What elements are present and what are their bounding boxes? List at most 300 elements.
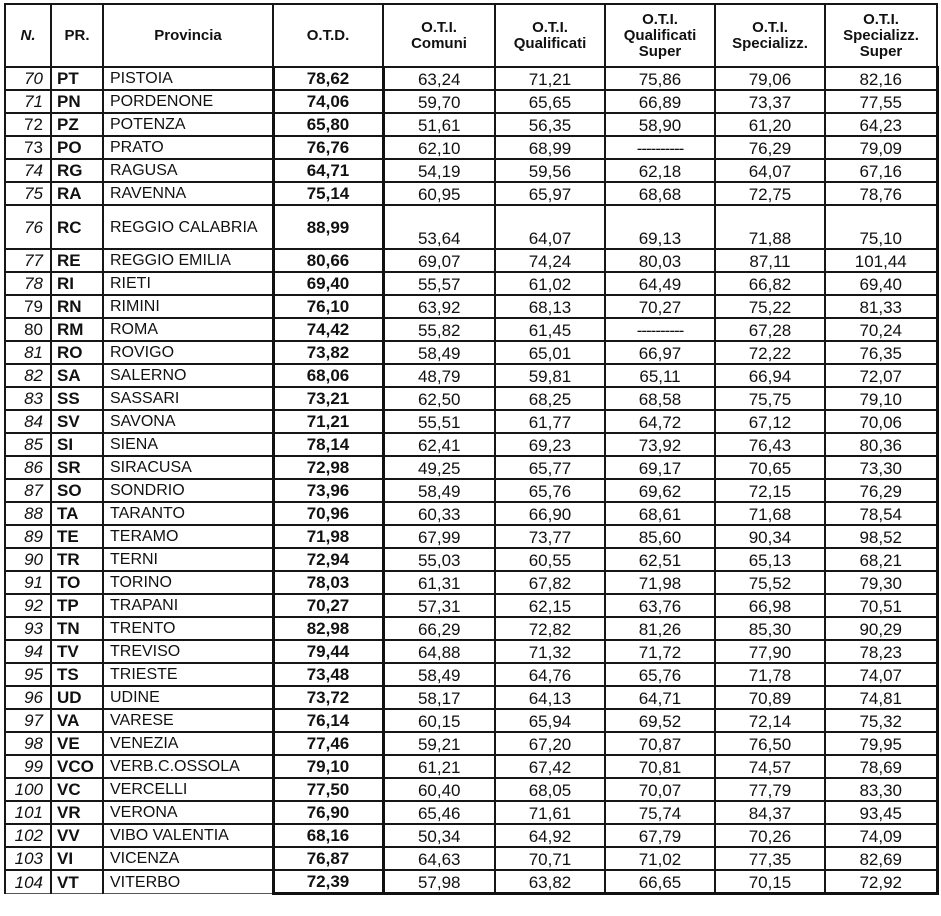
oti-qualificati-super-value: 68,68 [605,182,715,205]
oti-comuni-value: 57,31 [383,594,495,617]
oti-specializz-value: 72,22 [715,341,825,364]
province-code: SA [51,364,103,387]
province-name: RAVENNA [103,182,273,205]
oti-qualificati-value: 71,32 [495,640,605,663]
province-name: VERCELLI [103,778,273,801]
oti-specializz-value: 79,06 [715,67,825,90]
oti-specializz-super-value: 68,21 [825,548,937,571]
otd-value: 68,06 [273,364,383,387]
oti-comuni-value: 55,57 [383,272,495,295]
row-number: 103 [5,847,51,870]
oti-qualificati-value: 70,71 [495,847,605,870]
oti-specializz-super-value: 83,30 [825,778,937,801]
oti-specializz-value: 71,78 [715,663,825,686]
oti-specializz-super-value: 82,69 [825,847,937,870]
otd-value: 70,27 [273,594,383,617]
oti-qualificati-super-value: 66,97 [605,341,715,364]
oti-specializz-value: 65,13 [715,548,825,571]
table-row [5,594,937,617]
table-row [5,249,937,272]
oti-comuni-value: 55,51 [383,410,495,433]
oti-qualificati-value: 64,76 [495,663,605,686]
oti-specializz-super-value: 82,16 [825,67,937,90]
oti-comuni-value: 53,64 [383,205,495,249]
otd-value: 68,16 [273,824,383,847]
province-code: TP [51,594,103,617]
row-number: 92 [5,594,51,617]
row-number: 104 [5,870,51,894]
oti-qualificati-value: 73,77 [495,525,605,548]
oti-comuni-value: 67,99 [383,525,495,548]
province-code: RI [51,272,103,295]
oti-specializz-value: 70,15 [715,870,825,894]
row-number: 85 [5,433,51,456]
row-number: 98 [5,732,51,755]
table-header [5,4,937,67]
oti-qualificati-super-value: 63,76 [605,594,715,617]
oti-specializz-value: 84,37 [715,801,825,824]
oti-qualificati-super-value: 62,51 [605,548,715,571]
oti-qualificati-super-value: 67,79 [605,824,715,847]
oti-qualificati-super-value: ---------- [605,318,715,341]
header-oti-comuni [383,4,495,67]
header-line: O.T.I. [642,10,678,28]
row-number: 84 [5,410,51,433]
otd-value: 76,14 [273,709,383,732]
province-name: TERNI [103,548,273,571]
oti-specializz-value: 75,52 [715,571,825,594]
table-row [5,801,937,824]
province-code: RM [51,318,103,341]
province-name: SASSARI [103,387,273,410]
province-code: UD [51,686,103,709]
table-row [5,113,937,136]
oti-specializz-value: 61,20 [715,113,825,136]
otd-value: 70,96 [273,502,383,525]
province-name: PISTOIA [103,67,273,90]
province-wage-table [4,3,939,895]
row-number: 70 [5,67,51,90]
oti-specializz-value: 76,29 [715,136,825,159]
oti-qualificati-value: 68,05 [495,778,605,801]
header-line: Qualificati [623,26,697,44]
table-row [5,686,937,709]
oti-comuni-value: 60,15 [383,709,495,732]
oti-specializz-value: 77,79 [715,778,825,801]
table-row [5,663,937,686]
oti-specializz-super-value: 79,30 [825,571,937,594]
oti-qualificati-value: 61,45 [495,318,605,341]
province-name: ROMA [103,318,273,341]
otd-value: 71,21 [273,410,383,433]
oti-specializz-super-value: 80,36 [825,433,937,456]
oti-specializz-value: 70,65 [715,456,825,479]
oti-comuni-value: 62,10 [383,136,495,159]
oti-specializz-super-value: 101,44 [825,249,937,272]
table-row [5,387,937,410]
table-row [5,502,937,525]
oti-specializz-value: 74,57 [715,755,825,778]
oti-qualificati-value: 65,65 [495,90,605,113]
oti-qualificati-super-value: 64,71 [605,686,715,709]
oti-specializz-super-value: 81,33 [825,295,937,318]
oti-comuni-value: 55,82 [383,318,495,341]
province-name: RIETI [103,272,273,295]
province-code: RA [51,182,103,205]
otd-value: 73,48 [273,663,383,686]
otd-value: 78,62 [273,67,383,90]
otd-value: 79,44 [273,640,383,663]
oti-specializz-value: 75,22 [715,295,825,318]
otd-value: 78,03 [273,571,383,594]
province-code: VA [51,709,103,732]
header-line: O.T.I. [863,10,899,28]
header-line: Specializz. [732,34,808,52]
table-row [5,456,937,479]
table-row [5,571,937,594]
province-code: TN [51,617,103,640]
province-name: VERB.C.OSSOLA [103,755,273,778]
oti-specializz-super-value: 75,32 [825,709,937,732]
table-row [5,159,937,182]
oti-qualificati-value: 66,90 [495,502,605,525]
oti-qualificati-super-value: 69,52 [605,709,715,732]
province-code: VR [51,801,103,824]
oti-specializz-super-value: 64,23 [825,113,937,136]
oti-qualificati-value: 71,61 [495,801,605,824]
header-oti-qualificati [495,4,605,67]
oti-specializz-super-value: 67,16 [825,159,937,182]
oti-specializz-value: 70,89 [715,686,825,709]
oti-qualificati-value: 56,35 [495,113,605,136]
otd-value: 69,40 [273,272,383,295]
oti-specializz-value: 66,98 [715,594,825,617]
oti-qualificati-super-value: 69,17 [605,456,715,479]
otd-value: 78,14 [273,433,383,456]
oti-comuni-value: 57,98 [383,870,495,894]
oti-comuni-value: 54,19 [383,159,495,182]
province-code: RC [51,205,103,249]
otd-value: 82,98 [273,617,383,640]
otd-value: 79,10 [273,755,383,778]
header-otd: O.T.D. [273,4,383,67]
otd-value: 72,94 [273,548,383,571]
oti-specializz-value: 71,68 [715,502,825,525]
oti-specializz-super-value: 73,30 [825,456,937,479]
table-row [5,824,937,847]
header-oti-qualificati-super [605,4,715,67]
oti-qualificati-value: 65,77 [495,456,605,479]
oti-qualificati-value: 68,13 [495,295,605,318]
table-row [5,272,937,295]
province-code: TA [51,502,103,525]
oti-qualificati-value: 63,82 [495,870,605,894]
otd-value: 80,66 [273,249,383,272]
oti-specializz-super-value: 98,52 [825,525,937,548]
province-code: SV [51,410,103,433]
otd-value: 72,39 [273,870,383,894]
oti-qualificati-super-value: 58,90 [605,113,715,136]
province-code: SO [51,479,103,502]
otd-value: 64,71 [273,159,383,182]
oti-comuni-value: 48,79 [383,364,495,387]
table-row [5,433,937,456]
oti-qualificati-value: 61,77 [495,410,605,433]
oti-specializz-super-value: 70,51 [825,594,937,617]
oti-specializz-super-value: 79,10 [825,387,937,410]
oti-qualificati-value: 65,76 [495,479,605,502]
province-code: SI [51,433,103,456]
oti-specializz-value: 77,35 [715,847,825,870]
table-row [5,364,937,387]
oti-qualificati-super-value: 69,13 [605,205,715,249]
oti-qualificati-super-value: 70,27 [605,295,715,318]
row-number: 73 [5,136,51,159]
row-number: 102 [5,824,51,847]
row-number: 76 [5,205,51,249]
oti-comuni-value: 61,31 [383,571,495,594]
oti-qualificati-value: 67,42 [495,755,605,778]
oti-comuni-value: 62,41 [383,433,495,456]
table-row [5,755,937,778]
oti-specializz-value: 75,75 [715,387,825,410]
table-row [5,479,937,502]
table-row [5,318,937,341]
oti-comuni-value: 66,29 [383,617,495,640]
row-number: 97 [5,709,51,732]
row-number: 99 [5,755,51,778]
oti-comuni-value: 55,03 [383,548,495,571]
oti-specializz-super-value: 78,54 [825,502,937,525]
province-name: SIRACUSA [103,456,273,479]
province-code: VT [51,870,103,894]
oti-qualificati-value: 64,07 [495,205,605,249]
oti-qualificati-value: 64,92 [495,824,605,847]
header-line: O.T.I. [752,18,788,36]
province-code: RN [51,295,103,318]
salary-table-container [4,3,939,895]
province-code: PZ [51,113,103,136]
province-code: SR [51,456,103,479]
oti-qualificati-value: 60,55 [495,548,605,571]
row-number: 80 [5,318,51,341]
oti-qualificati-super-value: ---------- [605,136,715,159]
oti-qualificati-super-value: 69,62 [605,479,715,502]
province-name: ROVIGO [103,341,273,364]
oti-comuni-value: 59,70 [383,90,495,113]
oti-qualificati-value: 71,21 [495,67,605,90]
oti-qualificati-value: 65,94 [495,709,605,732]
row-number: 89 [5,525,51,548]
row-number: 82 [5,364,51,387]
province-name: SALERNO [103,364,273,387]
otd-value: 74,42 [273,318,383,341]
otd-value: 77,46 [273,732,383,755]
table-row [5,341,937,364]
oti-comuni-value: 58,49 [383,341,495,364]
oti-qualificati-super-value: 75,86 [605,67,715,90]
row-number: 88 [5,502,51,525]
oti-specializz-value: 76,50 [715,732,825,755]
oti-comuni-value: 62,50 [383,387,495,410]
otd-value: 76,87 [273,847,383,870]
oti-specializz-super-value: 78,76 [825,182,937,205]
oti-comuni-value: 61,21 [383,755,495,778]
table-row [5,410,937,433]
oti-qualificati-value: 59,81 [495,364,605,387]
oti-specializz-super-value: 78,23 [825,640,937,663]
header-line: O.T.I. [421,18,457,36]
province-name: TRAPANI [103,594,273,617]
table-row [5,548,937,571]
oti-comuni-value: 63,92 [383,295,495,318]
oti-comuni-value: 64,63 [383,847,495,870]
oti-specializz-super-value: 79,95 [825,732,937,755]
otd-value: 75,14 [273,182,383,205]
oti-qualificati-super-value: 80,03 [605,249,715,272]
oti-specializz-super-value: 74,09 [825,824,937,847]
table-row [5,205,937,249]
oti-qualificati-super-value: 64,49 [605,272,715,295]
oti-qualificati-super-value: 70,81 [605,755,715,778]
row-number: 90 [5,548,51,571]
oti-qualificati-super-value: 62,18 [605,159,715,182]
table-row [5,67,937,90]
otd-value: 73,82 [273,341,383,364]
oti-qualificati-super-value: 71,98 [605,571,715,594]
province-name: POTENZA [103,113,273,136]
province-name: PORDENONE [103,90,273,113]
oti-qualificati-super-value: 75,74 [605,801,715,824]
oti-comuni-value: 49,25 [383,456,495,479]
table-row [5,870,937,894]
row-number: 93 [5,617,51,640]
header-line: Super [859,42,903,60]
province-name: RIMINI [103,295,273,318]
header-line: Specializz. [843,26,919,44]
oti-comuni-value: 51,61 [383,113,495,136]
oti-specializz-super-value: 77,55 [825,90,937,113]
table-row [5,617,937,640]
oti-specializz-value: 73,37 [715,90,825,113]
province-name: TRENTO [103,617,273,640]
oti-qualificati-value: 67,82 [495,571,605,594]
province-name: REGGIO EMILIA [103,249,273,272]
province-code: PO [51,136,103,159]
oti-comuni-value: 60,95 [383,182,495,205]
province-name: TRIESTE [103,663,273,686]
oti-specializz-super-value: 93,45 [825,801,937,824]
header-line: Super [638,42,682,60]
table-row [5,90,937,113]
table-row [5,778,937,801]
otd-value: 76,10 [273,295,383,318]
oti-specializz-value: 87,11 [715,249,825,272]
oti-specializz-super-value: 79,09 [825,136,937,159]
otd-value: 76,90 [273,801,383,824]
province-name: REGGIO CALABRIA [103,205,273,249]
oti-qualificati-super-value: 81,26 [605,617,715,640]
oti-specializz-super-value: 70,24 [825,318,937,341]
oti-comuni-value: 65,46 [383,801,495,824]
oti-qualificati-super-value: 68,61 [605,502,715,525]
province-code: TV [51,640,103,663]
header-oti-specializz [715,4,825,67]
oti-comuni-value: 58,49 [383,479,495,502]
table-row [5,525,937,548]
oti-specializz-super-value: 90,29 [825,617,937,640]
otd-value: 77,50 [273,778,383,801]
oti-qualificati-value: 62,15 [495,594,605,617]
province-name: SONDRIO [103,479,273,502]
province-name: RAGUSA [103,159,273,182]
province-code: VCO [51,755,103,778]
oti-qualificati-value: 65,97 [495,182,605,205]
header-row [5,4,937,67]
oti-specializz-super-value: 69,40 [825,272,937,295]
row-number: 75 [5,182,51,205]
oti-specializz-value: 71,88 [715,205,825,249]
table-row [5,732,937,755]
otd-value: 88,99 [273,205,383,249]
table-row [5,847,937,870]
oti-specializz-value: 67,12 [715,410,825,433]
row-number: 83 [5,387,51,410]
province-code: RO [51,341,103,364]
oti-qualificati-super-value: 68,58 [605,387,715,410]
oti-qualificati-value: 61,02 [495,272,605,295]
table-row [5,709,937,732]
province-name: TORINO [103,571,273,594]
otd-value: 73,72 [273,686,383,709]
header-provincia: Provincia [103,4,273,67]
oti-qualificati-super-value: 71,02 [605,847,715,870]
oti-specializz-value: 72,15 [715,479,825,502]
otd-value: 72,98 [273,456,383,479]
oti-specializz-value: 66,82 [715,272,825,295]
province-code: TE [51,525,103,548]
oti-qualificati-super-value: 66,65 [605,870,715,894]
oti-qualificati-super-value: 66,89 [605,90,715,113]
row-number: 72 [5,113,51,136]
oti-qualificati-value: 65,01 [495,341,605,364]
province-name: VITERBO [103,870,273,894]
province-code: SS [51,387,103,410]
otd-value: 65,80 [273,113,383,136]
province-code: VE [51,732,103,755]
row-number: 91 [5,571,51,594]
province-name: UDINE [103,686,273,709]
otd-value: 76,76 [273,136,383,159]
row-number: 77 [5,249,51,272]
row-number: 101 [5,801,51,824]
header-line: O.T.I. [532,18,568,36]
oti-qualificati-value: 59,56 [495,159,605,182]
oti-qualificati-value: 72,82 [495,617,605,640]
oti-qualificati-value: 69,23 [495,433,605,456]
province-name: SAVONA [103,410,273,433]
province-name: VICENZA [103,847,273,870]
province-name: VERONA [103,801,273,824]
oti-specializz-value: 70,26 [715,824,825,847]
oti-specializz-value: 76,43 [715,433,825,456]
oti-qualificati-value: 68,25 [495,387,605,410]
oti-specializz-super-value: 72,92 [825,870,937,894]
oti-comuni-value: 58,49 [383,663,495,686]
oti-specializz-value: 64,07 [715,159,825,182]
oti-specializz-super-value: 74,81 [825,686,937,709]
row-number: 74 [5,159,51,182]
